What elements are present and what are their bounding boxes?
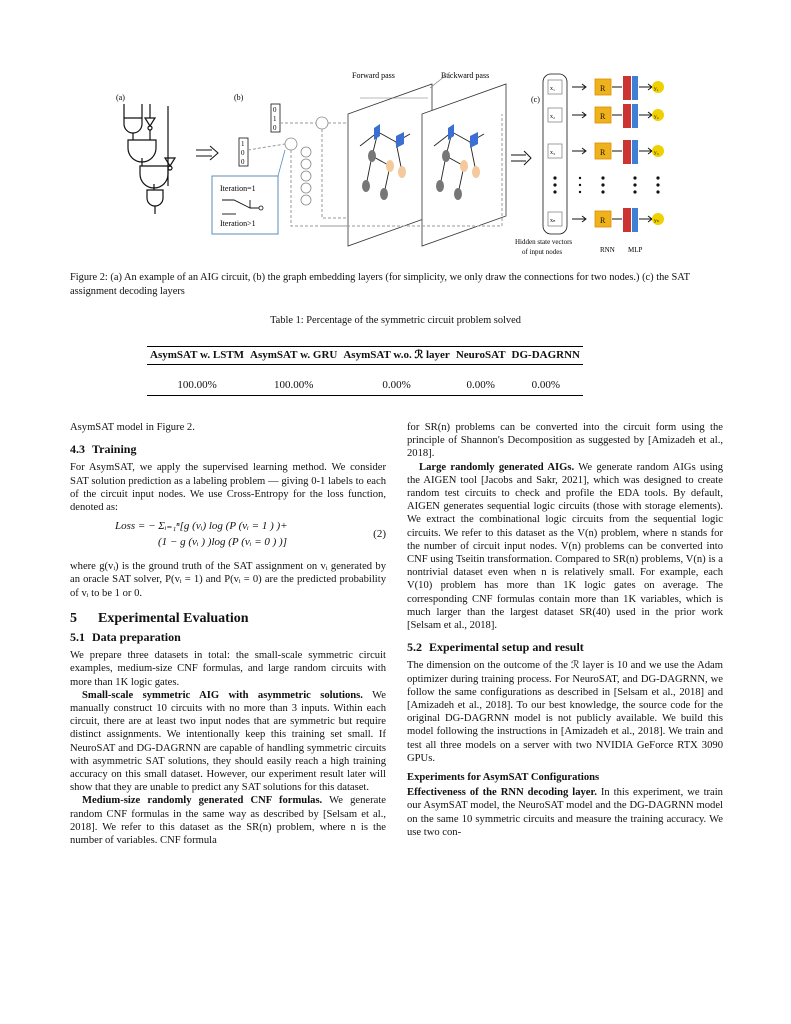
paragraph-lead: Effectiveness of the RNN decoding layer.: [407, 787, 597, 799]
iteration-eq1-label: Iteration=1: [220, 184, 256, 193]
vec-bit: 1: [273, 115, 277, 123]
paragraph-lead: Large randomly generated AIGs.: [419, 461, 575, 473]
node-label: x₁: [550, 86, 556, 92]
arrow-b-c: [511, 151, 531, 165]
paragraph: AsymSAT model in Figure 2.: [70, 422, 195, 433]
out-label: y₃: [654, 150, 659, 156]
node-label: x₃: [550, 150, 556, 156]
table-header-row: [147, 347, 583, 365]
vec-bit: 0: [273, 124, 277, 132]
arrow-a-b: [196, 146, 218, 160]
node-label: xₙ: [550, 218, 556, 224]
vec-bit: 0: [241, 158, 245, 166]
paragraph: [70, 689, 386, 795]
results-table: [147, 346, 583, 396]
rnn-label: RNN: [600, 246, 615, 254]
forward-pass-label: Forward pass: [352, 71, 395, 80]
paragraph: for SR(n) problems can be converted into the circuit form using the principle of Shannon's Decomposition as suggested by [Amizadeh et al., 2018].: [407, 422, 723, 460]
table-header: AsymSAT w. GRU: [247, 347, 340, 365]
hidden-state-label: Hidden state vectors: [515, 238, 573, 246]
section-title: Training: [92, 442, 137, 457]
iteration-gt1-label: Iteration>1: [220, 219, 256, 228]
out-label: y₂: [654, 114, 659, 120]
paragraph-body: We generate random AIGs using the AIGEN tool [Jacobs and Sakr, 2021], which was designed to create random test circuits to check and profile the EDA tools. By default, AIGEN generates sequential logic circuits (those with storage elements). We extract the combinational logic circuits from the sequential logic circuits. We refer to this dataset as the V(n) problem, where n stands for the number of circuit input nodes. V(n) problems can be converted into CNF using Tseitin transformation. Compared to SR(n) problems, V(n) is a nontrivial dataset even when n is relatively small. For example, each V(10) problem has more than 1K logic gates on average. The corresponding CNF formulas contain more than 1K variables, which is much larger than the largest dataset SR(40) used in the prior work [Selsam et al., 2018].: [407, 461, 723, 632]
table-cell: 0.00%: [453, 365, 509, 396]
table-cell: 100.00%: [147, 365, 247, 396]
table-cell: 0.00%: [509, 365, 583, 396]
section-heading-5: [70, 612, 386, 625]
loss-equation: [70, 520, 386, 554]
table-caption: Table 1: Percentage of the symmetric circuit problem solved: [270, 315, 521, 326]
vec-bit: 0: [241, 149, 245, 157]
section-title: Data preparation: [92, 630, 181, 645]
paragraph: where g(vᵢ) is the ground truth of the SAT assignment on vᵢ generated by an oracle SAT solver, P(vᵢ = 1) and P(vᵢ = 0) are the predicted probability of vᵢ to be 1 or 0.: [70, 561, 386, 599]
node-label: x₂: [550, 114, 556, 120]
paragraph: For AsymSAT, we apply the supervised learning method. We consider SAT solution prediction as a labeling problem — giving 0-1 labels to each of the circuit input nodes. We use Cross-Entropy for the loss function, denoted as:: [70, 462, 386, 514]
paragraph-body: We manually construct 10 circuits with no more than 3 inputs. Within each circuit, there are at least two input nodes that are symmetric but require distinct assignments. We intentionally keep this training set small. If NeuroSAT and DG-DAGRNN are capable of handling symmetric circuits with asymmetric SAT solutions, they should easily reach a high training accuracy on this small dataset. However, our experiment result later will show that they are unable to predict any SAT solutions for this dataset.: [70, 689, 387, 794]
forward-panel: [348, 84, 432, 246]
r-label: R: [600, 148, 606, 157]
vec-bit: 1: [241, 140, 245, 148]
paragraph-body: In this experiment, we train our AsymSAT model, the NeuroSAT model and the DG-DAGRNN model on the same 10 symmetric circuits and measure the training accuracy. We use two con-: [407, 787, 723, 838]
r-label: R: [600, 84, 606, 93]
decode-rows: [548, 76, 664, 232]
paragraph-lead: Medium-size randomly generated CNF formulas.: [82, 795, 323, 807]
section-title: Experimental setup and result: [429, 640, 584, 655]
fig-label-c: (c): [531, 95, 540, 104]
table-header: NeuroSAT: [453, 347, 509, 365]
table-row: [147, 365, 583, 396]
paragraph: We prepare three datasets in total: the small-scale symmetric circuit examples, medium-size CNF formulas, and large random circuits with more than 1K logic gates.: [70, 650, 386, 688]
section-heading-5-1: [70, 631, 386, 644]
vec-bit: 0: [273, 106, 277, 114]
table-cell: 100.00%: [247, 365, 340, 396]
equation-line-2: (1 − g (vᵢ ) )log (P (vᵢ = 0 ) )]: [158, 536, 288, 549]
out-label: yₙ: [654, 218, 659, 224]
left-column: [70, 421, 386, 847]
paragraph-body: We generate random CNF formulas in the same way as described by [Selsam et al., 2018]. We refer to this dataset as the SR(n) problem, where n is the number of variables. CNF formula: [70, 795, 386, 847]
figure-2: [110, 66, 680, 266]
table-header: DG-DAGRNN: [509, 347, 583, 365]
fig-label-b: (b): [234, 93, 244, 102]
r-label: R: [600, 216, 606, 225]
section-number: 5: [70, 610, 77, 626]
hidden-state-label: of input nodes: [522, 248, 563, 256]
paragraph: The dimension on the outcome of the ℛ layer is 10 and we use the Adam optimizer during training process. For NeuroSAT, and DG-DAGRNN, we follow the same configurations as described in [Selsam et al., 2018] and [Amizadeh et al., 2018]. To our best knowledge, the source code for the original DG-DAGRNN model is not publicly available. We build this model following the instructions in [Amizadeh et al., 2018]. We train and test all three models on a server with two NVIDIA GeForce RTX 3090 GPUs.: [407, 660, 723, 764]
paragraph: [407, 786, 723, 839]
r-label: R: [600, 112, 606, 121]
section-heading-5-2: [407, 641, 723, 654]
fig-label-a: (a): [116, 93, 125, 102]
backward-panel: [422, 84, 506, 246]
table-cell: 0.00%: [340, 365, 452, 396]
paragraph: [407, 461, 723, 633]
section-heading-4-3: [70, 443, 386, 456]
ellipsis-dots: [553, 176, 659, 193]
table-header: AsymSAT w.o. ℛ layer: [340, 347, 452, 365]
equation-line-1: Loss = − Σᵢ₌₁ⁿ[g (vᵢ) log (P (vᵢ = 1 ) )+: [115, 520, 288, 533]
section-title: Experimental Evaluation: [98, 610, 249, 626]
table-header: AsymSAT w. LSTM: [147, 347, 247, 365]
paragraph-lead: Small-scale symmetric AIG with asymmetric solutions.: [82, 689, 363, 701]
backward-pass-label: Backward pass: [441, 71, 490, 80]
out-label: y₁: [654, 86, 659, 92]
figure-caption: Figure 2: (a) An example of an AIG circuit, (b) the graph embedding layers (for simplicity, we only draw the connections for two nodes.) (c) the SAT assignment decoding layers: [70, 272, 690, 297]
right-column: [407, 421, 723, 839]
equation-number: (2): [373, 528, 386, 541]
paragraph: [70, 794, 386, 847]
mlp-label: MLP: [628, 246, 643, 254]
section-number: 4.3: [70, 442, 85, 457]
section-number: 5.1: [70, 630, 85, 645]
aig-circuit: [124, 104, 175, 214]
subheading: Experiments for AsymSAT Configurations: [407, 772, 600, 784]
section-number: 5.2: [407, 640, 422, 655]
